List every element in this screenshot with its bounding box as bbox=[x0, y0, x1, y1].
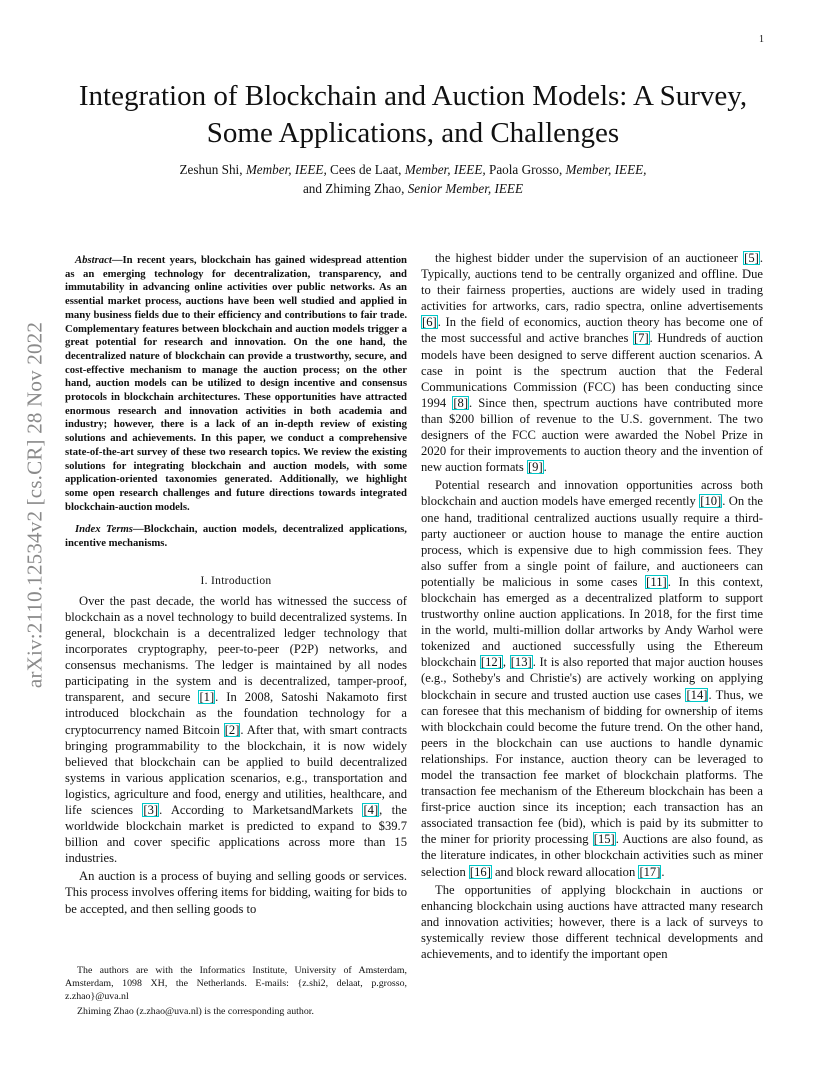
citation-link[interactable]: [8] bbox=[453, 395, 469, 410]
footnote-affiliation: The authors are with the Informatics Institute, University of Amsterdam, Amsterdam, 1098 XH, the Netherlands. E-mails: {z.shi2, delaat, p.grosso, z.zhao}@uva.nl bbox=[65, 965, 407, 1002]
paragraph-text: . After that, with smart contracts bringing programmability to the blockchain, it is now widely believed that blockchain can be applied to build decentralized systems in various application scenarios, e.g., transportation and logistics, agriculture and food, energy and utilities, healthcare, and life sciences bbox=[65, 722, 407, 817]
body-paragraph bbox=[65, 593, 407, 867]
paragraph-text: Over the past decade, the world has witnessed the success of blockchain as a novel technology to build decentralized systems. In general, blockchain is a decentralized ledger technology that incorporates cryptography, peer-to-peer (P2P) networks, and consensus mechanisms. The ledger is maintained by all nodes participating in the system and is decentralized, tamper-proof, transparent, and secure bbox=[65, 593, 407, 705]
index-terms bbox=[65, 523, 407, 550]
author-line-2 bbox=[60, 179, 766, 198]
body-paragraph bbox=[421, 882, 763, 962]
left-column-body bbox=[65, 593, 407, 917]
paragraph-text: The opportunities of applying blockchain in auctions or enhancing blockchain using auctions have attracted many research and innovation activities; however, there is a lack of surveys to systemically review those different technical developments and achievements, and to identify the important open bbox=[421, 882, 763, 962]
paper-title: Integration of Blockchain and Auction Models: A Survey, Some Applications, and Challenges bbox=[78, 80, 748, 149]
citation-link[interactable]: [17] bbox=[639, 864, 661, 879]
citation-link[interactable]: [7] bbox=[633, 331, 649, 346]
citation-link[interactable]: [13] bbox=[510, 655, 532, 670]
paragraph-text: . On the one hand, traditional centralized auctions usually require a third-party auctioneer or auction house to manage the entire auction process, which is expensive due to high commission fees. They also suffer from a single point of failure, and auctioneers can potentially be malicious in some cases bbox=[421, 494, 763, 589]
paragraph-text: , the worldwide blockchain market is predicted to expand to $39.7 billion and cover specific applications across more than 15 industries. bbox=[65, 802, 407, 866]
paragraph-text: . In the field of economics, auction theory has become one of the most successful and active branches bbox=[421, 315, 763, 346]
citation-link[interactable]: [14] bbox=[686, 687, 708, 702]
citation-link[interactable]: [5] bbox=[744, 251, 759, 265]
paragraph-text: . Auctions are also found, as the literature indicates, in other blockchain activities such as miner selection bbox=[421, 832, 763, 879]
section-heading-introduction: I. Introduction bbox=[200, 574, 272, 587]
author-name: Paola Grosso, bbox=[485, 162, 566, 177]
right-column-body bbox=[421, 250, 763, 962]
arxiv-identifier-text: arXiv:2110.12534v2 [cs.CR] 28 Nov 2022 bbox=[22, 321, 47, 689]
citation-link[interactable]: [12] bbox=[480, 655, 502, 670]
right-column bbox=[421, 250, 763, 962]
abstract-label: Abstract bbox=[75, 254, 112, 266]
paragraph-text: . bbox=[661, 864, 665, 879]
paragraph-text: . Thus, we can foresee that this mechanism of bidding for ownership of items with blockchain could become the future trend. On the other hand, peers in the blockchain can use auctions to handle dynamic relationships. For instance, auction theory can be leveraged to model the transaction fee market of blockchain platforms. The transaction fee mechanism of the Ethereum blockchain has been a first-price auction since its inception; each transaction has an associated transaction fee (bid), which is paid by its submitter to the miner for priority processing bbox=[421, 687, 763, 847]
citation-link[interactable]: [4] bbox=[363, 802, 379, 817]
author-membership: Member, IEEE, bbox=[565, 162, 647, 177]
left-column bbox=[65, 254, 407, 917]
author-name: and Zhiming Zhao, bbox=[302, 181, 408, 196]
body-paragraph bbox=[421, 477, 763, 879]
citation-link[interactable]: [9] bbox=[527, 460, 543, 475]
paragraph-text: and block reward allocation bbox=[491, 864, 639, 879]
body-paragraph bbox=[65, 868, 407, 916]
arxiv-identifier-watermark bbox=[20, 280, 50, 730]
citation-link[interactable]: [2] bbox=[224, 722, 240, 737]
author-membership: Senior Member, IEEE bbox=[407, 181, 524, 196]
author-name: Zeshun Shi, bbox=[179, 162, 246, 177]
citation-link[interactable]: [10] bbox=[700, 494, 722, 509]
paragraph-text: the highest bidder under the supervision of an auctioneer bbox=[435, 251, 744, 265]
index-terms-text: —Blockchain, auction models, decentralized applications, incentive mechanisms. bbox=[65, 523, 407, 550]
citation-link[interactable]: [3] bbox=[143, 802, 159, 817]
paragraph-text: , bbox=[502, 655, 510, 670]
paragraph-text: . It is also reported that major auction houses (e.g., Sotheby's and Christie's) are actively working on applying blockchain in secure and trusted auction use cases bbox=[421, 655, 763, 702]
abstract-text: —In recent years, blockchain has gained widespread attention as an emerging technology for decentralization, transparency, and immutability in advancing online activities over public networks. As an essential market process, auctions have been well studied and applied in many business fields due to their efficiency and contributions to fair trade. Complementary features between blockchain and auction models trigger a great potential for research and innovation. On the one hand, the decentralized nature of blockchain can provide a trustworthy, secure, and cost-effective mechanism to manage the auction process; on the other hand, auction models can be utilized to design incentive and consensus protocols in blockchain architectures. These opportunities have attracted enormous research and innovation activities in both academia and industry; however, there is a lack of an in-depth review of existing solutions and achievements. In this paper, we conduct a comprehensive state-of-the-art survey of these two research topics. We review the existing solutions for integrating blockchain and auction models, with some application-oriented taxonomies generated. Additionally, we highlight some open research challenges and future directions towards integrated blockchain-auction models. bbox=[65, 254, 407, 513]
paragraph-text: . bbox=[543, 460, 547, 475]
author-membership: Member, IEEE, bbox=[404, 162, 486, 177]
author-line-1 bbox=[60, 160, 766, 179]
author-name: Cees de Laat, bbox=[326, 162, 405, 177]
citation-link[interactable]: [15] bbox=[593, 832, 615, 847]
author-membership: Member, IEEE, bbox=[245, 162, 327, 177]
abstract bbox=[65, 254, 407, 514]
footnote-corresponding-author: Zhiming Zhao (z.zhao@uva.nl) is the corresponding author. bbox=[77, 1006, 314, 1017]
index-terms-label: Index Terms bbox=[75, 523, 133, 536]
citation-link[interactable]: [11] bbox=[646, 574, 667, 589]
paragraph-text: . In this context, blockchain has emerged as a decentralized platform to support trustworthy online auction applications. In 2018, for the first time in the world, multi-million dollar artworks by Andy Warhol were tokenized and auctioned successfully using the Ethereum blockchain bbox=[421, 574, 763, 670]
body-paragraph bbox=[421, 250, 763, 475]
footnote-area bbox=[65, 964, 407, 1018]
author-block bbox=[60, 160, 766, 198]
citation-link[interactable]: [16] bbox=[469, 864, 491, 879]
paragraph-text: Potential research and innovation opportunities across both blockchain and auction models have emerged recently bbox=[421, 478, 763, 509]
citation-link[interactable]: [1] bbox=[199, 690, 215, 705]
page-number: 1 bbox=[759, 34, 764, 45]
paragraph-text: An auction is a process of buying and selling goods or services. This process involves offering items for bidding, waiting for bids to be accepted, and then selling goods to bbox=[65, 869, 407, 916]
paragraph-text: . Typically, auctions tend to be centrally organized and offline. Due to their fairness properties, auctions are widely used in trading activities for artworks, cars, radio spectra, online advertisements bbox=[421, 251, 763, 314]
paragraph-text: . According to MarketsandMarkets bbox=[159, 802, 363, 817]
citation-link[interactable]: [6] bbox=[422, 315, 437, 330]
paragraph-text: . Since then, spectrum auctions have contributed more than $200 billion of revenue to the U.S. government. The two designers of the FCC auction were awarded the Nobel Prize in 2020 for their improvements to auction theory and the invention of new auction formats bbox=[421, 395, 763, 475]
paragraph-text: . In 2008, Satoshi Nakamoto first introduced blockchain as the foundation technology for a cryptocurrency named Bitcoin bbox=[65, 690, 407, 737]
paragraph-text: . Hundreds of auction models have been designed to serve different auction scenarios. A case in point is the spectrum auction that the Federal Communications Commission (FCC) has been conducting since 1994 bbox=[421, 331, 763, 410]
